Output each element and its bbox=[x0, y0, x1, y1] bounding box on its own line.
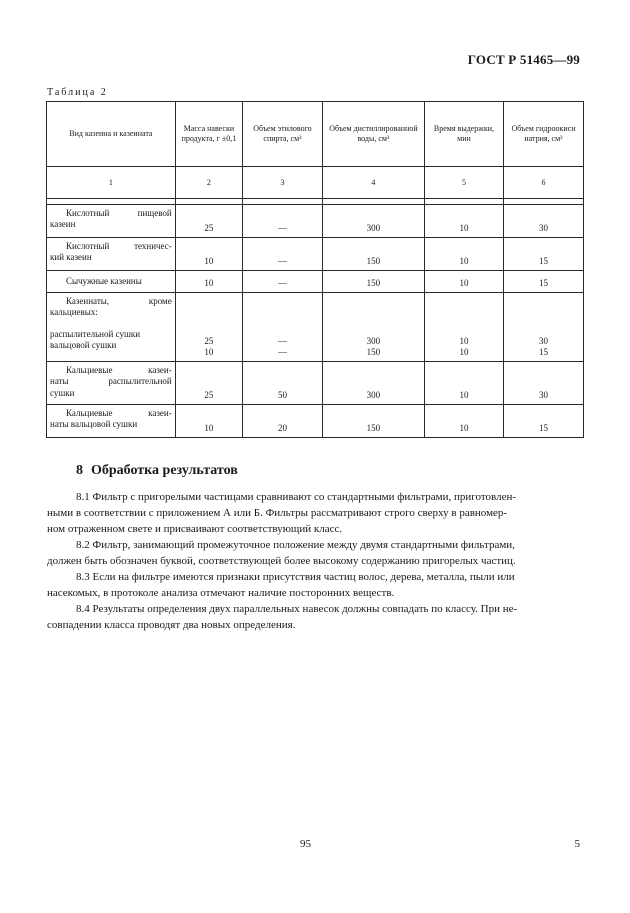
row-value-time: 10 bbox=[425, 362, 504, 405]
row-name-line: Кальциевые казеи- bbox=[66, 408, 172, 418]
row-name-line: Кальциевые казеи- bbox=[66, 365, 172, 375]
column-number: 6 bbox=[503, 167, 583, 199]
row-value-naoh: 15 bbox=[503, 238, 583, 271]
table-row bbox=[47, 405, 584, 438]
table-header-row bbox=[47, 102, 584, 167]
value: 10 bbox=[459, 335, 469, 346]
row-value-mass bbox=[175, 293, 242, 362]
section-heading bbox=[76, 463, 238, 479]
row-value-time: 10 bbox=[425, 271, 504, 293]
row-value-naoh bbox=[503, 293, 583, 362]
column-number: 1 bbox=[47, 167, 176, 199]
column-header-type: Вид казеина и казеината bbox=[47, 102, 176, 167]
row-name-cell bbox=[47, 271, 176, 293]
paragraph-8-4 bbox=[47, 601, 584, 633]
row-value-naoh: 30 bbox=[503, 205, 583, 238]
paragraph-8-2 bbox=[47, 537, 584, 569]
paragraph-8-3 bbox=[47, 569, 584, 601]
row-value-ethanol: — bbox=[243, 205, 323, 238]
row-name-line: наты распылительной bbox=[50, 376, 172, 387]
row-value-water bbox=[322, 293, 424, 362]
paragraph-line: насекомых, в протоколе анализа отмечают наличие посторонних веществ. bbox=[47, 587, 395, 599]
row-value-naoh: 15 bbox=[503, 405, 583, 438]
value: 30 bbox=[538, 335, 548, 346]
table-row bbox=[47, 293, 584, 362]
row-value-mass: 10 bbox=[175, 405, 242, 438]
page-number-center: 95 bbox=[300, 838, 311, 850]
row-name-line: кий казеин bbox=[50, 252, 92, 263]
column-number: 2 bbox=[175, 167, 242, 199]
paragraph-line: 8.3 Если на фильтре имеются признаки присутствия частиц волос, дерева, металла, пыли или bbox=[76, 571, 515, 583]
row-value-water: 150 bbox=[322, 405, 424, 438]
row-value-naoh: 30 bbox=[503, 362, 583, 405]
column-header-water: Объем дистиллированной воды, см³ bbox=[322, 102, 424, 167]
paragraph-line: 8.2 Фильтр, занимающий промежуточное положение между двумя стандартными фильтрами, bbox=[76, 539, 515, 551]
paragraph-line: 8.1 Фильтр с пригорелыми частицами сравнивают со стандартными фильтрами, приготовлен- bbox=[76, 491, 517, 503]
column-header-naoh: Объем гидроокиси натрия, см³ bbox=[503, 102, 583, 167]
paragraph-line: должен быть обозначен буквой, соответствующей более высокому содержанию пригорелых частиц. bbox=[47, 555, 516, 567]
row-name-line: Казеинаты, кроме bbox=[66, 296, 172, 306]
table-row bbox=[47, 362, 584, 405]
row-value-water: 150 bbox=[322, 271, 424, 293]
table-row bbox=[47, 238, 584, 271]
row-value-mass: 25 bbox=[175, 362, 242, 405]
row-name-line: Сычужные казеины bbox=[66, 275, 142, 286]
row-value-water: 300 bbox=[322, 205, 424, 238]
column-number: 5 bbox=[425, 167, 504, 199]
value: 10 bbox=[459, 346, 469, 357]
value: 150 bbox=[366, 346, 381, 357]
column-header-ethanol: Объем этилового спирта, см³ bbox=[243, 102, 323, 167]
column-number: 4 bbox=[322, 167, 424, 199]
page-number-right: 5 bbox=[574, 838, 580, 850]
row-value-mass: 10 bbox=[175, 271, 242, 293]
paragraph-line: ными в соответствии с приложением А или Б. Фильтры рассматривают строго сверху в равномер- bbox=[47, 507, 508, 519]
value: — bbox=[277, 335, 287, 346]
row-value-time: 10 bbox=[425, 238, 504, 271]
blank-line bbox=[50, 319, 172, 329]
row-name-line: наты вальцовой сушки bbox=[50, 419, 138, 430]
row-value-naoh: 15 bbox=[503, 271, 583, 293]
row-name-cell bbox=[47, 205, 176, 238]
row-value-ethanol: — bbox=[243, 238, 323, 271]
paragraph-line: ном отраженном свете и присваивают соответствующий класс. bbox=[47, 523, 343, 535]
row-name-line: Кислотный пищевой bbox=[66, 208, 172, 218]
row-name-line: кальциевых: bbox=[50, 307, 98, 318]
row-value-ethanol bbox=[243, 293, 323, 362]
paragraph-8-1 bbox=[47, 489, 584, 537]
row-value-ethanol: — bbox=[243, 271, 323, 293]
paragraph-line: 8.4 Результаты определения двух параллельных навесок должны совпадать по классу. При не- bbox=[76, 603, 518, 615]
value: 10 bbox=[204, 346, 214, 357]
row-subname-line: распылительной сушки bbox=[50, 328, 141, 339]
value: — bbox=[277, 346, 287, 357]
row-subname-line: вальцовой сушки bbox=[50, 339, 117, 350]
row-value-time: 10 bbox=[425, 205, 504, 238]
section-body bbox=[47, 489, 584, 633]
row-name-cell bbox=[47, 293, 176, 362]
row-value-ethanol: 20 bbox=[243, 405, 323, 438]
table-row bbox=[47, 271, 584, 293]
row-value-time: 10 bbox=[425, 405, 504, 438]
table-caption: Таблица 2 bbox=[47, 87, 108, 98]
row-name-cell bbox=[47, 238, 176, 271]
row-value-ethanol: 50 bbox=[243, 362, 323, 405]
value: 15 bbox=[538, 346, 548, 357]
row-name-cell bbox=[47, 405, 176, 438]
casein-table bbox=[46, 101, 584, 438]
row-value-water: 150 bbox=[322, 238, 424, 271]
row-value-mass: 10 bbox=[175, 238, 242, 271]
column-number-row bbox=[47, 167, 584, 199]
table-row bbox=[47, 205, 584, 238]
column-header-mass: Масса навески продукта, г ±0,1 bbox=[175, 102, 242, 167]
section-title: Обработка результатов bbox=[91, 463, 238, 478]
row-name-line: сушки bbox=[50, 387, 75, 398]
document-code: ГОСТ Р 51465—99 bbox=[467, 52, 580, 67]
column-number: 3 bbox=[243, 167, 323, 199]
value: 25 bbox=[204, 335, 214, 346]
row-value-water: 300 bbox=[322, 362, 424, 405]
paragraph-line: совпадении класса проводят два новых определения. bbox=[47, 619, 296, 631]
row-name-line: казеин bbox=[50, 219, 76, 230]
row-name-line: Кислотный техничес- bbox=[66, 241, 172, 251]
row-name-cell bbox=[47, 362, 176, 405]
row-value-mass: 25 bbox=[175, 205, 242, 238]
row-value-time bbox=[425, 293, 504, 362]
section-number: 8 bbox=[76, 463, 83, 478]
value: 300 bbox=[366, 335, 381, 346]
column-header-time: Время выдержки, мин bbox=[425, 102, 504, 167]
